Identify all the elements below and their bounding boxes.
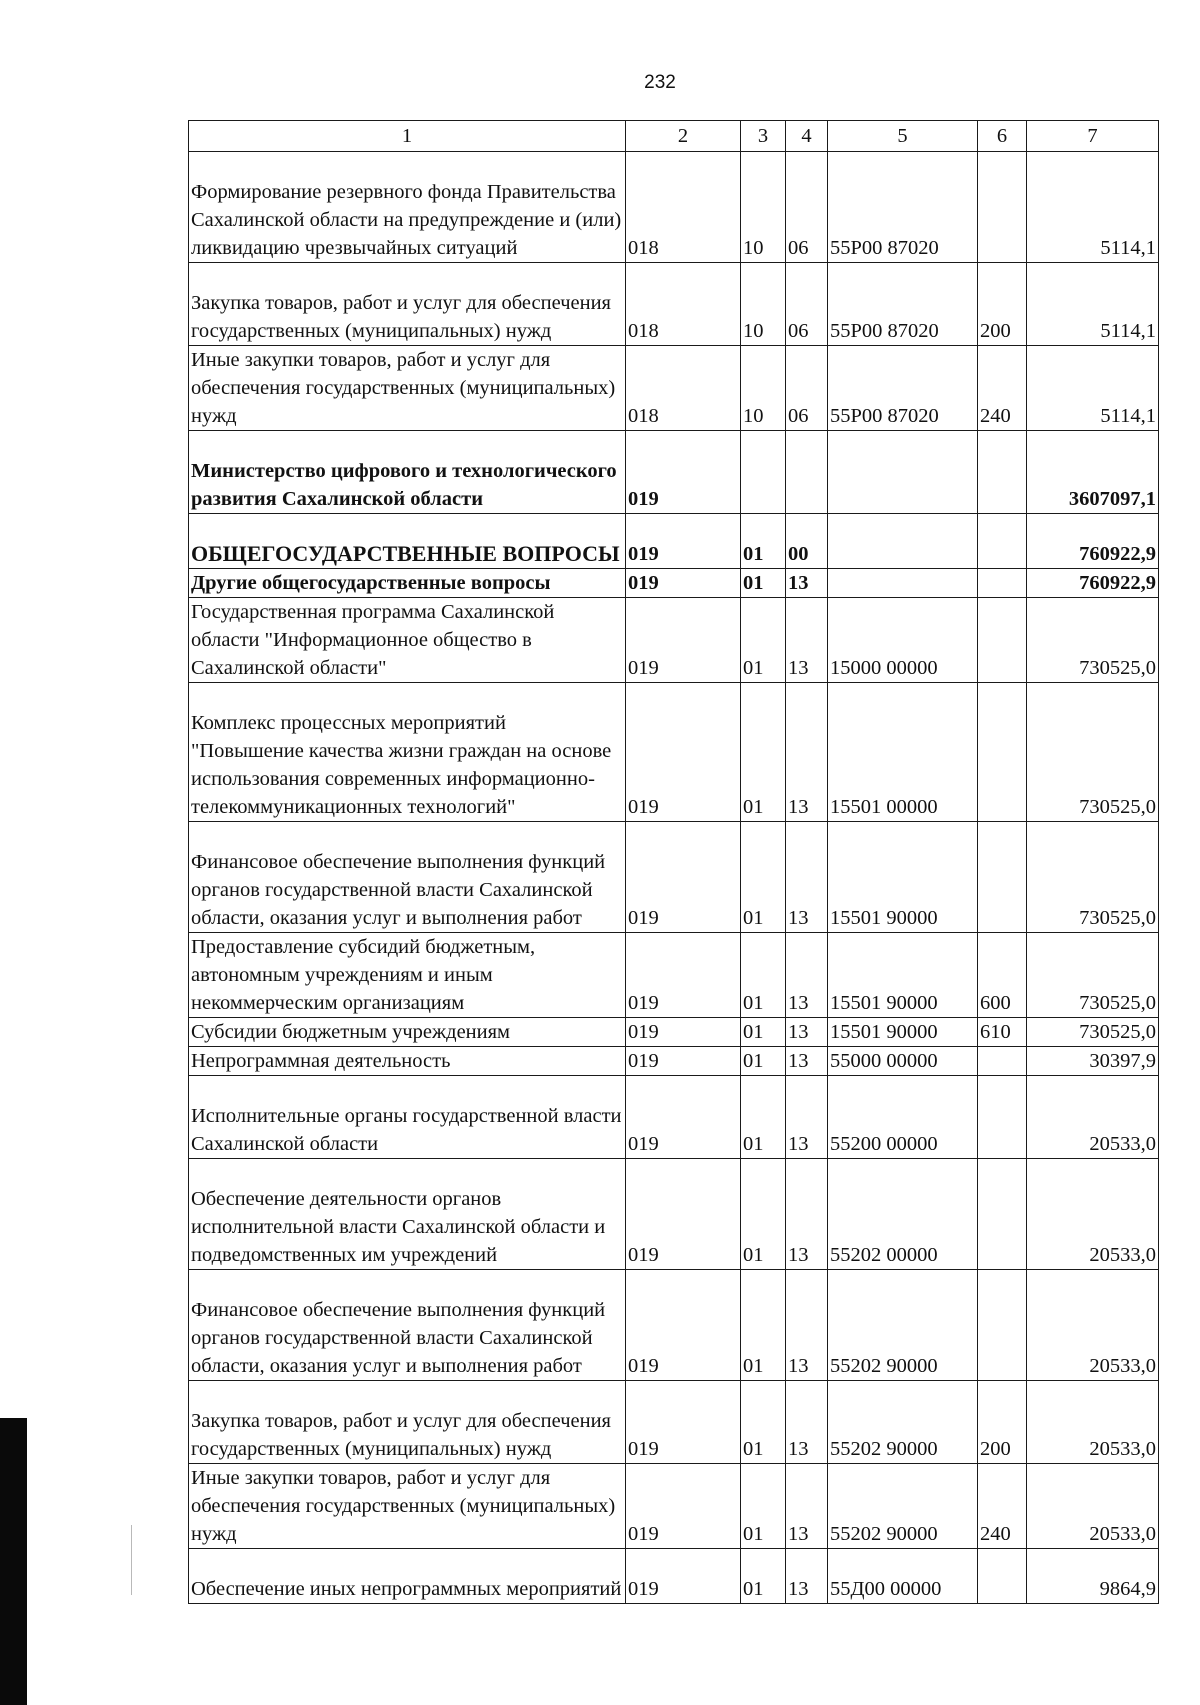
row-ved-cell: 019	[626, 569, 741, 598]
row-sum-cell: 730525,0	[1027, 1018, 1159, 1047]
row-pr-cell: 13	[786, 1159, 828, 1270]
row-sum-cell: 30397,9	[1027, 1047, 1159, 1076]
row-csr-cell: 15501 90000	[828, 1018, 978, 1047]
row-pr-cell: 13	[786, 822, 828, 933]
row-vr-cell	[978, 1270, 1027, 1381]
row-name-cell: Другие общегосударственные вопросы	[189, 569, 626, 598]
row-sum-cell: 20533,0	[1027, 1270, 1159, 1381]
row-ved-cell: 019	[626, 822, 741, 933]
scan-artifact-line	[131, 1525, 132, 1595]
row-pr-cell: 00	[786, 514, 828, 569]
row-ved-cell: 019	[626, 1047, 741, 1076]
table-row	[189, 1076, 1159, 1159]
row-sum-cell: 730525,0	[1027, 933, 1159, 1018]
row-rz-cell: 01	[741, 1464, 786, 1549]
row-sum-cell: 9864,9	[1027, 1549, 1159, 1604]
row-rz-cell: 01	[741, 1076, 786, 1159]
row-pr-cell: 13	[786, 1047, 828, 1076]
table-row	[189, 346, 1159, 431]
row-csr-cell: 55Р00 87020	[828, 346, 978, 431]
row-ved-cell: 019	[626, 1018, 741, 1047]
row-name-cell: Предоставление субсидий бюджетным, автономным учреждениям и иным некоммерческим организациям	[189, 933, 626, 1018]
row-vr-cell	[978, 1549, 1027, 1604]
row-ved-cell: 019	[626, 1159, 741, 1270]
row-vr-cell: 200	[978, 1381, 1027, 1464]
row-vr-cell	[978, 683, 1027, 822]
row-csr-cell: 55200 00000	[828, 1076, 978, 1159]
row-pr-cell: 13	[786, 1270, 828, 1381]
row-rz-cell: 01	[741, 569, 786, 598]
row-name-cell: Закупка товаров, работ и услуг для обеспечения государственных (муниципальных) нужд	[189, 263, 626, 346]
row-ved-cell: 019	[626, 514, 741, 569]
row-rz-cell: 01	[741, 933, 786, 1018]
table-row	[189, 263, 1159, 346]
table-row	[189, 1047, 1159, 1076]
row-rz-cell: 10	[741, 152, 786, 263]
row-name-cell: Исполнительные органы государственной власти Сахалинской области	[189, 1076, 626, 1159]
row-sum-cell: 760922,9	[1027, 569, 1159, 598]
table-row	[189, 933, 1159, 1018]
row-csr-cell: 15000 00000	[828, 598, 978, 683]
page-number: 232	[644, 72, 676, 93]
row-ved-cell: 018	[626, 263, 741, 346]
row-ved-cell: 019	[626, 1381, 741, 1464]
row-sum-cell: 3607097,1	[1027, 431, 1159, 514]
row-ved-cell: 019	[626, 431, 741, 514]
row-sum-cell: 5114,1	[1027, 263, 1159, 346]
row-pr-cell: 13	[786, 1381, 828, 1464]
row-pr-cell: 06	[786, 346, 828, 431]
row-ved-cell: 019	[626, 1549, 741, 1604]
table-row	[189, 1464, 1159, 1549]
row-rz-cell: 01	[741, 1159, 786, 1270]
row-rz-cell: 01	[741, 1381, 786, 1464]
row-sum-cell: 730525,0	[1027, 683, 1159, 822]
row-csr-cell: 15501 90000	[828, 822, 978, 933]
row-ved-cell: 018	[626, 346, 741, 431]
row-csr-cell: 55202 90000	[828, 1381, 978, 1464]
row-vr-cell: 600	[978, 933, 1027, 1018]
table-row	[189, 431, 1159, 514]
table-row	[189, 152, 1159, 263]
row-name-cell: Финансовое обеспечение выполнения функций органов государственной власти Сахалинской области, оказания услуг и выполнения работ	[189, 822, 626, 933]
row-csr-cell: 15501 00000	[828, 683, 978, 822]
row-vr-cell	[978, 152, 1027, 263]
table-header-row	[189, 121, 1159, 152]
row-ved-cell: 019	[626, 1076, 741, 1159]
row-vr-cell	[978, 1047, 1027, 1076]
row-sum-cell: 5114,1	[1027, 346, 1159, 431]
table-row	[189, 683, 1159, 822]
row-vr-cell	[978, 822, 1027, 933]
table-row	[189, 1381, 1159, 1464]
row-vr-cell: 240	[978, 1464, 1027, 1549]
row-sum-cell: 20533,0	[1027, 1076, 1159, 1159]
row-csr-cell: 55Р00 87020	[828, 263, 978, 346]
row-rz-cell	[741, 431, 786, 514]
row-pr-cell: 13	[786, 1464, 828, 1549]
row-pr-cell: 13	[786, 933, 828, 1018]
header-cell: 2	[626, 121, 741, 152]
row-rz-cell: 01	[741, 514, 786, 569]
row-pr-cell	[786, 431, 828, 514]
row-vr-cell: 200	[978, 263, 1027, 346]
row-ved-cell: 018	[626, 152, 741, 263]
table-row	[189, 1159, 1159, 1270]
row-ved-cell: 019	[626, 1464, 741, 1549]
row-csr-cell: 55202 90000	[828, 1464, 978, 1549]
row-name-cell: Формирование резервного фонда Правительства Сахалинской области на предупреждение и (или) ликвидацию чрезвычайных ситуаций	[189, 152, 626, 263]
row-csr-cell	[828, 431, 978, 514]
header-cell: 5	[828, 121, 978, 152]
budget-table	[188, 120, 1159, 1604]
row-csr-cell: 55000 00000	[828, 1047, 978, 1076]
table-row	[189, 822, 1159, 933]
row-csr-cell: 55202 00000	[828, 1159, 978, 1270]
row-name-cell: Иные закупки товаров, работ и услуг для обеспечения государственных (муниципальных) нужд	[189, 1464, 626, 1549]
row-rz-cell: 10	[741, 346, 786, 431]
header-cell: 7	[1027, 121, 1159, 152]
row-csr-cell: 55Д00 00000	[828, 1549, 978, 1604]
row-ved-cell: 019	[626, 683, 741, 822]
row-rz-cell: 01	[741, 1047, 786, 1076]
row-rz-cell: 01	[741, 822, 786, 933]
row-sum-cell: 5114,1	[1027, 152, 1159, 263]
row-vr-cell	[978, 1076, 1027, 1159]
row-sum-cell: 20533,0	[1027, 1159, 1159, 1270]
row-name-cell: Финансовое обеспечение выполнения функций органов государственной власти Сахалинской области, оказания услуг и выполнения работ	[189, 1270, 626, 1381]
row-pr-cell: 13	[786, 598, 828, 683]
row-pr-cell: 13	[786, 569, 828, 598]
row-name-cell: ОБЩЕГОСУДАРСТВЕННЫЕ ВОПРОСЫ	[189, 514, 626, 569]
row-ved-cell: 019	[626, 933, 741, 1018]
row-vr-cell	[978, 1159, 1027, 1270]
row-vr-cell	[978, 598, 1027, 683]
header-cell: 1	[189, 121, 626, 152]
row-vr-cell: 610	[978, 1018, 1027, 1047]
row-sum-cell: 760922,9	[1027, 514, 1159, 569]
table-row	[189, 1270, 1159, 1381]
row-vr-cell	[978, 431, 1027, 514]
row-rz-cell: 01	[741, 598, 786, 683]
table-row	[189, 514, 1159, 569]
row-vr-cell	[978, 569, 1027, 598]
header-cell: 4	[786, 121, 828, 152]
row-csr-cell: 15501 90000	[828, 933, 978, 1018]
row-csr-cell: 55Р00 87020	[828, 152, 978, 263]
row-sum-cell: 730525,0	[1027, 822, 1159, 933]
row-name-cell: Министерство цифрового и технологического развития Сахалинской области	[189, 431, 626, 514]
row-sum-cell: 730525,0	[1027, 598, 1159, 683]
row-rz-cell: 10	[741, 263, 786, 346]
row-csr-cell: 55202 90000	[828, 1270, 978, 1381]
row-rz-cell: 01	[741, 1549, 786, 1604]
table-row	[189, 1549, 1159, 1604]
row-rz-cell: 01	[741, 1270, 786, 1381]
row-name-cell: Обеспечение деятельности органов исполнительной власти Сахалинской области и подведомственных им учреждений	[189, 1159, 626, 1270]
row-csr-cell	[828, 569, 978, 598]
row-name-cell: Обеспечение иных непрограммных мероприятий	[189, 1549, 626, 1604]
row-ved-cell: 019	[626, 598, 741, 683]
header-cell: 6	[978, 121, 1027, 152]
table-row	[189, 598, 1159, 683]
row-name-cell: Непрограммная деятельность	[189, 1047, 626, 1076]
row-name-cell: Комплекс процессных мероприятий "Повышение качества жизни граждан на основе использования современных информационно-телекоммуникационных технологий"	[189, 683, 626, 822]
row-rz-cell: 01	[741, 683, 786, 822]
row-pr-cell: 13	[786, 1076, 828, 1159]
row-pr-cell: 06	[786, 152, 828, 263]
row-sum-cell: 20533,0	[1027, 1464, 1159, 1549]
header-cell: 3	[741, 121, 786, 152]
row-rz-cell: 01	[741, 1018, 786, 1047]
row-vr-cell: 240	[978, 346, 1027, 431]
row-pr-cell: 13	[786, 1018, 828, 1047]
table-row	[189, 1018, 1159, 1047]
table-row	[189, 569, 1159, 598]
row-ved-cell: 019	[626, 1270, 741, 1381]
row-name-cell: Субсидии бюджетным учреждениям	[189, 1018, 626, 1047]
row-vr-cell	[978, 514, 1027, 569]
row-pr-cell: 06	[786, 263, 828, 346]
row-name-cell: Государственная программа Сахалинской области "Информационное общество в Сахалинской области"	[189, 598, 626, 683]
row-name-cell: Закупка товаров, работ и услуг для обеспечения государственных (муниципальных) нужд	[189, 1381, 626, 1464]
row-name-cell: Иные закупки товаров, работ и услуг для обеспечения государственных (муниципальных) нужд	[189, 346, 626, 431]
scan-edge-mark	[0, 1418, 27, 1705]
row-pr-cell: 13	[786, 1549, 828, 1604]
row-pr-cell: 13	[786, 683, 828, 822]
row-csr-cell	[828, 514, 978, 569]
row-sum-cell: 20533,0	[1027, 1381, 1159, 1464]
